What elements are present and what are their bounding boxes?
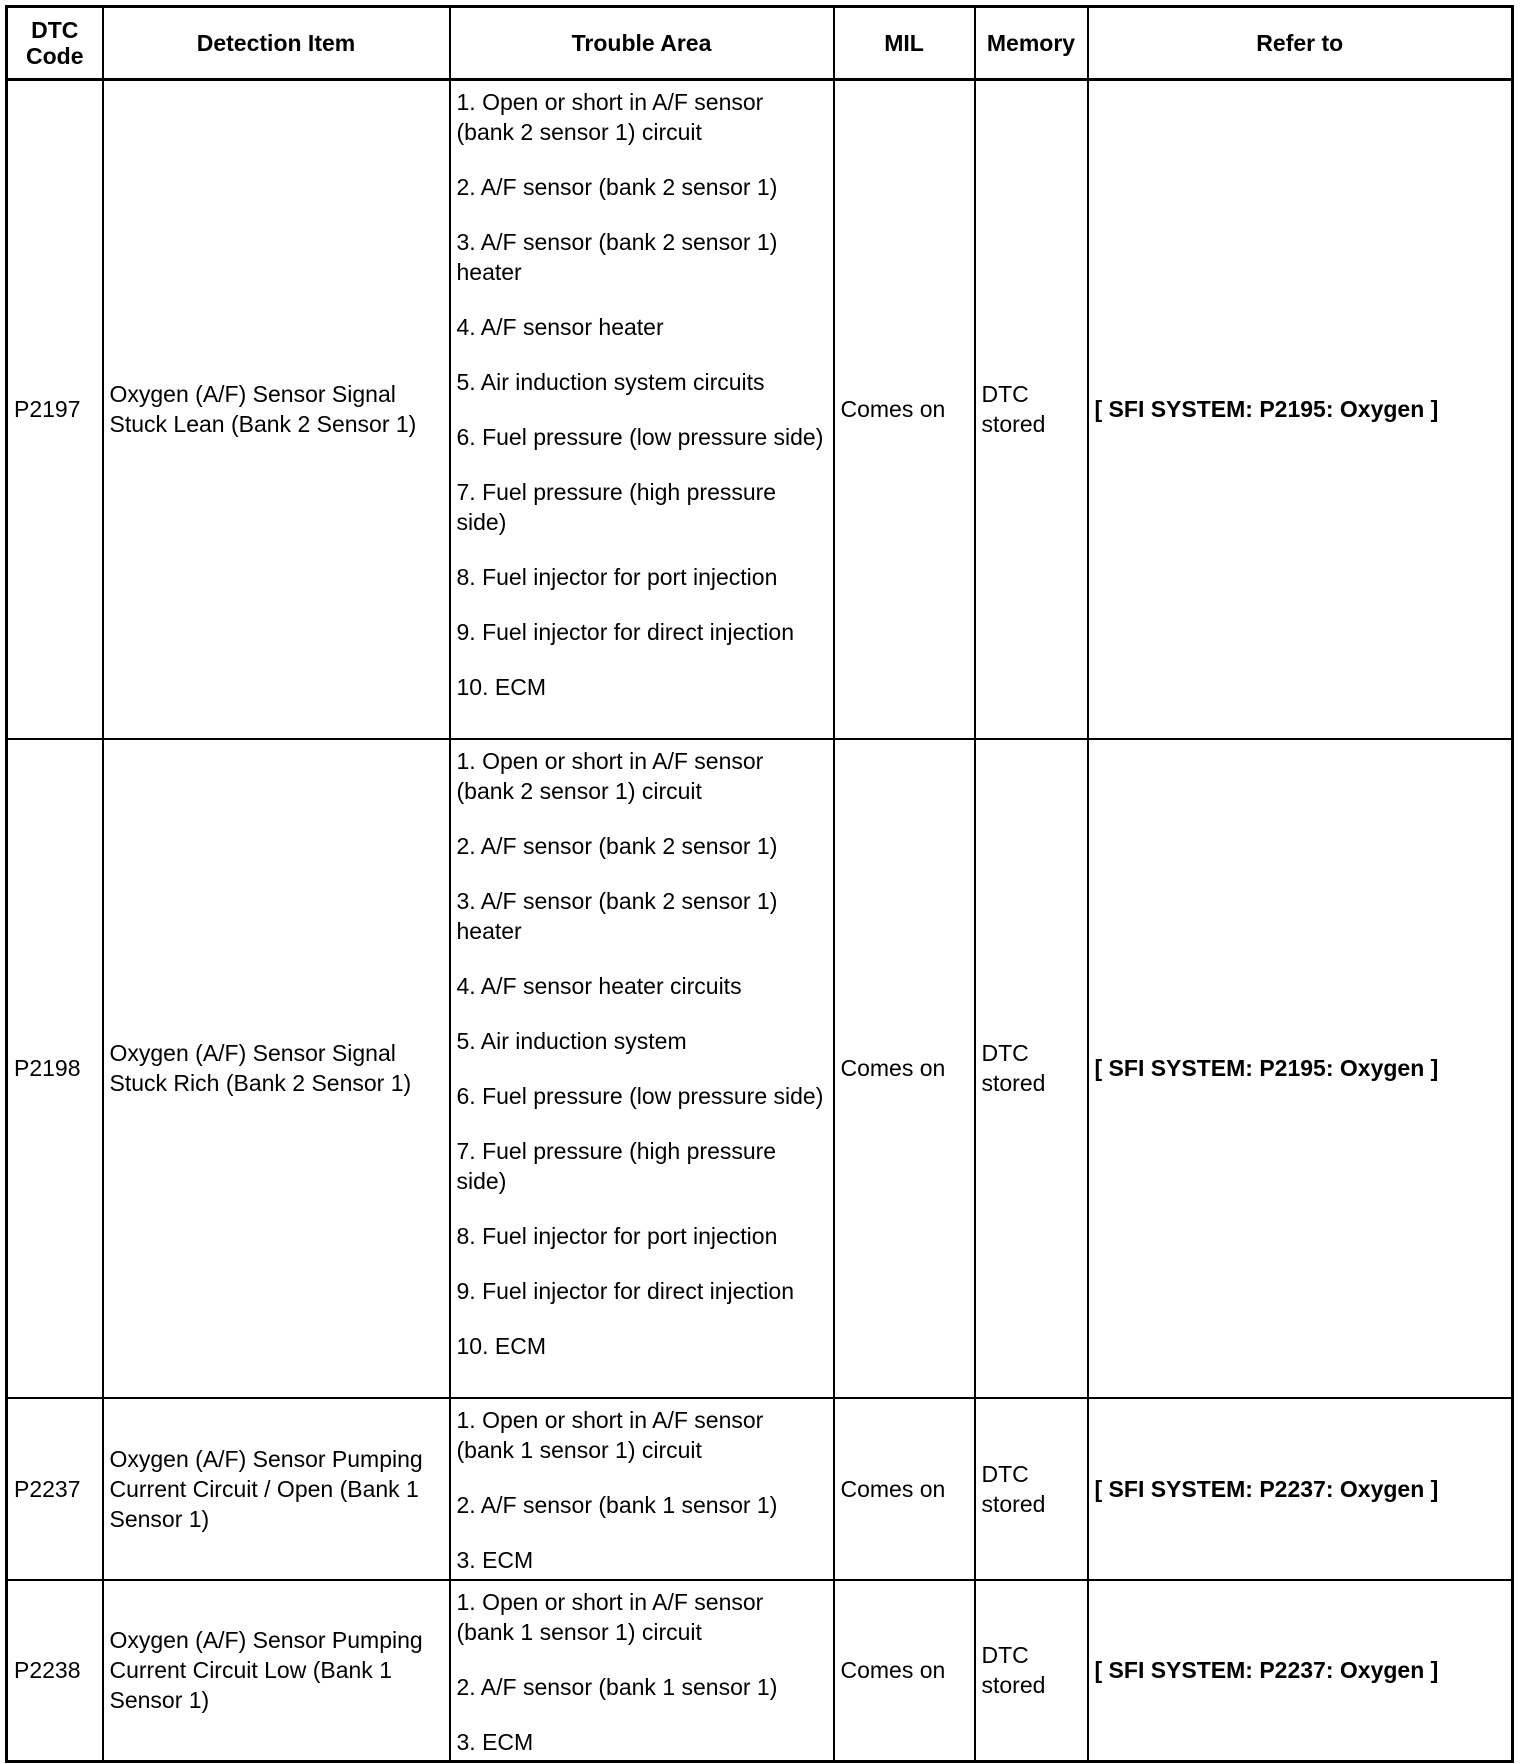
detection-item-cell: Oxygen (A/F) Sensor Pumping Current Circuit / Open (Bank 1 Sensor 1): [103, 1398, 450, 1580]
dtc-code-cell: P2237: [7, 1398, 103, 1580]
mil-cell: Comes on: [834, 739, 975, 1398]
trouble-area-item: 3. A/F sensor (bank 2 sensor 1) heater: [456, 887, 778, 944]
trouble-area-item: 8. Fuel injector for port injection: [456, 564, 778, 590]
trouble-area-item: 3. ECM: [456, 1728, 534, 1755]
header-refer-to: Refer to: [1088, 7, 1513, 80]
trouble-area-item: 2. A/F sensor (bank 2 sensor 1): [456, 832, 778, 859]
trouble-area-cell: [450, 80, 834, 739]
trouble-area-item: 9. Fuel injector for direct injection: [456, 1277, 794, 1304]
trouble-area-item: 1. Open or short in A/F sensor (bank 1 sensor 1) circuit: [456, 1406, 764, 1463]
trouble-area-item: 6. Fuel pressure (low pressure side): [456, 1082, 824, 1109]
memory-cell: DTC stored: [975, 1580, 1088, 1762]
trouble-area-item: 5. Air induction system: [456, 1027, 687, 1054]
refer-to-cell: [ SFI SYSTEM: P2195: Oxygen ]: [1088, 739, 1513, 1398]
detection-item-cell: Oxygen (A/F) Sensor Signal Stuck Rich (Bank 2 Sensor 1): [103, 739, 450, 1398]
dtc-code-cell: P2197: [7, 80, 103, 739]
header-trouble-area: Trouble Area: [450, 7, 834, 80]
header-memory: Memory: [975, 7, 1088, 80]
detection-item-cell: Oxygen (A/F) Sensor Signal Stuck Lean (Bank 2 Sensor 1): [103, 80, 450, 739]
trouble-area-item: 2. A/F sensor (bank 1 sensor 1): [456, 1673, 778, 1700]
dtc-code-cell: P2198: [7, 739, 103, 1398]
trouble-area-item: 10. ECM: [456, 1332, 546, 1359]
trouble-area-item: 5. Air induction system circuits: [456, 369, 765, 395]
trouble-area-item: 7. Fuel pressure (high pressure side): [456, 1137, 777, 1194]
trouble-area-item: 3. ECM: [456, 1546, 534, 1573]
memory-cell: DTC stored: [975, 739, 1088, 1398]
trouble-area-cell: [450, 739, 834, 1398]
trouble-area-item: 3. A/F sensor (bank 2 sensor 1) heater: [456, 229, 778, 285]
table-row: [7, 1398, 1513, 1580]
trouble-area-item: 7. Fuel pressure (high pressure side): [456, 479, 777, 535]
refer-to-cell: [ SFI SYSTEM: P2237: Oxygen ]: [1088, 1398, 1513, 1580]
trouble-area-item: 1. Open or short in A/F sensor (bank 1 sensor 1) circuit: [456, 1588, 764, 1645]
trouble-area-item: 1. Open or short in A/F sensor (bank 2 sensor 1) circuit: [456, 89, 764, 145]
trouble-area-item: 4. A/F sensor heater: [456, 314, 664, 340]
mil-cell: Comes on: [834, 1398, 975, 1580]
mil-cell: Comes on: [834, 80, 975, 739]
dtc-code-cell: P2238: [7, 1580, 103, 1762]
trouble-area-item: 9. Fuel injector for direct injection: [456, 619, 794, 645]
memory-cell: DTC stored: [975, 80, 1088, 739]
header-row: [7, 7, 1513, 80]
table-row: [7, 80, 1513, 739]
trouble-area-item: 8. Fuel injector for port injection: [456, 1222, 778, 1249]
trouble-area-item: 6. Fuel pressure (low pressure side): [456, 424, 824, 450]
trouble-area-cell: [450, 1580, 834, 1762]
trouble-area-item: 10. ECM: [456, 674, 546, 700]
header-detection-item: Detection Item: [103, 7, 450, 80]
trouble-area-item: 2. A/F sensor (bank 1 sensor 1): [456, 1491, 778, 1518]
detection-item-cell: Oxygen (A/F) Sensor Pumping Current Circuit Low (Bank 1 Sensor 1): [103, 1580, 450, 1762]
trouble-area-item: 1. Open or short in A/F sensor (bank 2 sensor 1) circuit: [456, 747, 764, 804]
header-mil: MIL: [834, 7, 975, 80]
header-dtc-code: DTC Code: [7, 7, 103, 80]
memory-cell: DTC stored: [975, 1398, 1088, 1580]
trouble-area-item: 2. A/F sensor (bank 2 sensor 1): [456, 174, 778, 200]
table-row: [7, 739, 1513, 1398]
mil-cell: Comes on: [834, 1580, 975, 1762]
dtc-table: [5, 5, 1514, 1763]
refer-to-cell: [ SFI SYSTEM: P2237: Oxygen ]: [1088, 1580, 1513, 1762]
trouble-area-item: 4. A/F sensor heater circuits: [456, 972, 742, 999]
refer-to-cell: [ SFI SYSTEM: P2195: Oxygen ]: [1088, 80, 1513, 739]
table-row: [7, 1580, 1513, 1762]
trouble-area-cell: [450, 1398, 834, 1580]
